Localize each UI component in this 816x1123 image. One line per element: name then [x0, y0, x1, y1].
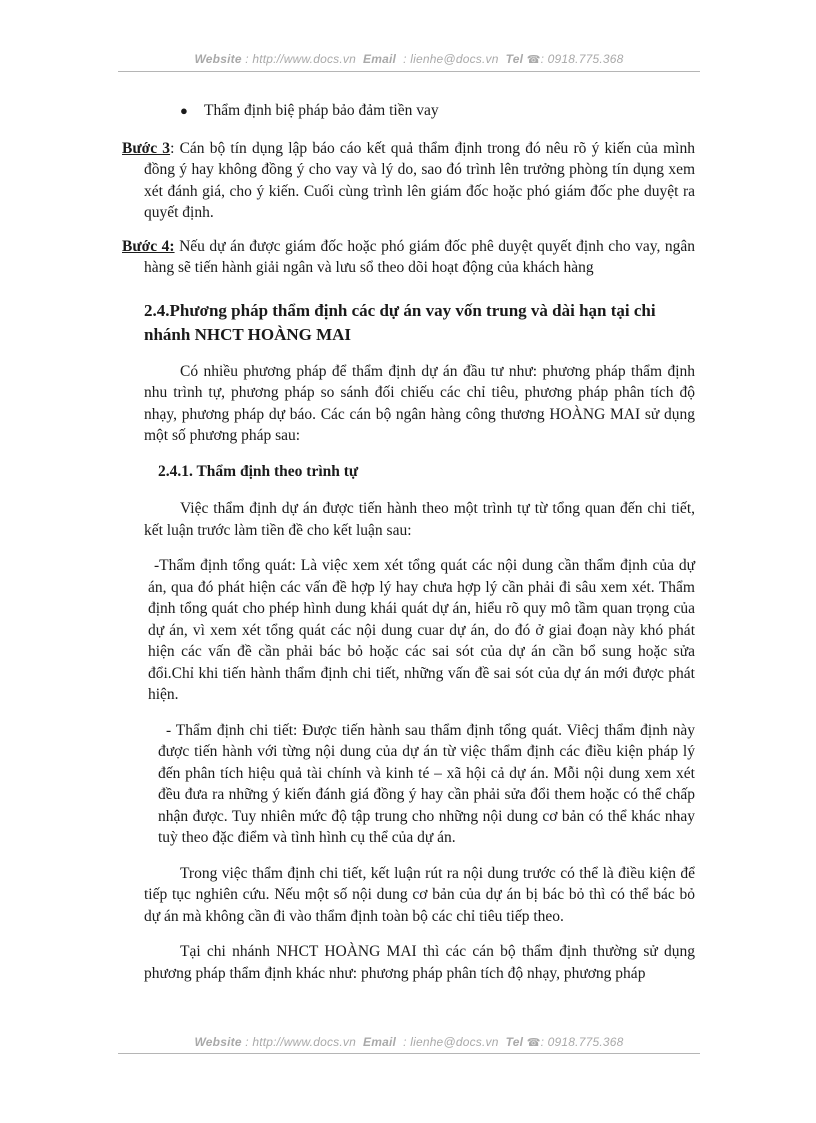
footer-email-value[interactable]: : lienhe@docs.vn [403, 1035, 499, 1049]
step-4-paragraph [122, 236, 695, 279]
header-website-url[interactable]: : http://www.docs.vn [245, 52, 356, 66]
footer-tel-label: Tel [505, 1035, 524, 1049]
footer-tel-value: : 0918.775.368 [540, 1035, 624, 1049]
step-3-label: Bước 3 [122, 139, 171, 157]
header-divider [118, 71, 700, 72]
subsection-title: 2.4.1. Thẩm định theo trình tự [158, 462, 359, 480]
step-4-text: Nếu dự án được giám đốc hoặc phó giám đốc phê duyệt quyết định cho vay, ngân hàng sẽ tiến hành giải ngân và lưu sổ theo dõi hoạt động của khách hàng [144, 237, 696, 276]
bullet-text: Thẩm định biệ pháp bảo đảm tiền vay [204, 102, 439, 119]
header-tel-label: Tel [505, 52, 524, 66]
page-footer [118, 1035, 700, 1049]
paragraph-sequence: Việc thẩm định dự án được tiến hành theo một trình tự từ tổng quan đến chi tiết, kết luận trước làm tiền đề cho kết luận sau: [144, 500, 695, 539]
paragraph-methods: Có nhiều phương pháp để thẩm định dự án đầu tư như: phương pháp thẩm định nhu trình tự, phương pháp so sánh đối chiếu các chỉ tiêu, phương pháp phân tích độ nhạy, phương pháp dự báo. Các cán bộ ngân hàng công thương HOÀNG MAI sử dụng một số phương pháp sau: [144, 362, 695, 444]
paragraph-branch-methods: Tại chi nhánh NHCT HOÀNG MAI thì các cán bộ thẩm định thường sử dụng phương pháp thẩm định khác như: phương pháp phân tích độ nhạy, phương pháp [144, 943, 695, 982]
paragraph-detailed-appraisal: - Thẩm định chi tiết: Được tiến hành sau thẩm định tổng quát. Viêcj thẩm định này được tiến hành với từng nội dung của dự án từ việc thẩm định các điều kiện pháp lý đến phân tích hiệu quả tài chính và kinh té – xã hội cả dự án. Mỗi nội dung xem xét đều đưa ra những ý kiến đánh giá đồng ý hay cần phải sửa đổi them hoặc có thể chấp nhận được. Tuy nhiên mức độ tập trung cho những nội dung cơ bản có thể khác nhay tuỳ theo đặc điểm và tình hình cụ thể của dự án. [158, 721, 695, 846]
footer-divider [118, 1053, 700, 1054]
header-tel-value: : 0918.775.368 [540, 52, 624, 66]
phone-icon: ☎ [526, 54, 541, 66]
phone-icon: ☎ [526, 1037, 541, 1049]
footer-email-label: Email [363, 1035, 397, 1049]
step-3-paragraph [122, 138, 695, 224]
footer-website-url[interactable]: : http://www.docs.vn [245, 1035, 356, 1049]
footer-website-label: Website [194, 1035, 242, 1049]
paragraph-conclusion: Trong việc thẩm định chi tiết, kết luận rút ra nội dung trước có thể là điều kiện để tiếp tục nghiên cứu. Nếu một số nội dung cơ bản của dự án bị bác bỏ thì có thể bác bỏ dự án mà không cần đi vào thẩm định toàn bộ các chỉ tiêu tiếp theo. [144, 864, 695, 925]
paragraph-general-appraisal: -Thẩm định tổng quát: Là việc xem xét tổng quát các nội dung cần thẩm định của dự án, qua đó phát hiện các vấn đề hợp lý hay chưa hợp lý cần phải đi sâu xem xét. Thẩm định tổng quát cho phép hình dung khái quát dự án, hiểu rõ quy mô tầm quan trọng của dự án, vì xem xét tổng quát các nội dung cuar dự án, do đó ở giai đoạn này khó phát hiện các vấn đề cần phải bác bỏ hoặc các sai sót của dự án cần bổ sung hoặc sửa đổi.Chỉ khi tiến hành thẩm định chi tiết, những vấn đề sai sót của dự án mới được phát hiện. [148, 557, 695, 703]
header-email-label: Email [363, 52, 397, 66]
step-4-label: Bước 4: [122, 237, 175, 255]
page-header [118, 52, 700, 66]
bullet-icon: ● [180, 103, 188, 118]
step-3-text: : Cán bộ tín dụng lập báo cáo kết quả thẩm định trong đó nêu rõ ý kiến của mình đồng ý hay không đồng ý cho vay và lý do, sao đó trình lên trưởng phòng tín dụng xem xét đánh giá, cho ý kiến. Cuối cùng trình lên giám đốc hoặc phó giám đốc phe duyệt ra quyết định. [144, 139, 695, 221]
list-item [180, 100, 695, 122]
document-body [122, 100, 695, 998]
header-website-label: Website [194, 52, 242, 66]
section-title: 2.4.Phương pháp thẩm định các dự án vay vốn trung và dài hạn tại chi nhánh NHCT HOÀNG MAI [144, 300, 656, 344]
header-email-value[interactable]: : lienhe@docs.vn [403, 52, 499, 66]
